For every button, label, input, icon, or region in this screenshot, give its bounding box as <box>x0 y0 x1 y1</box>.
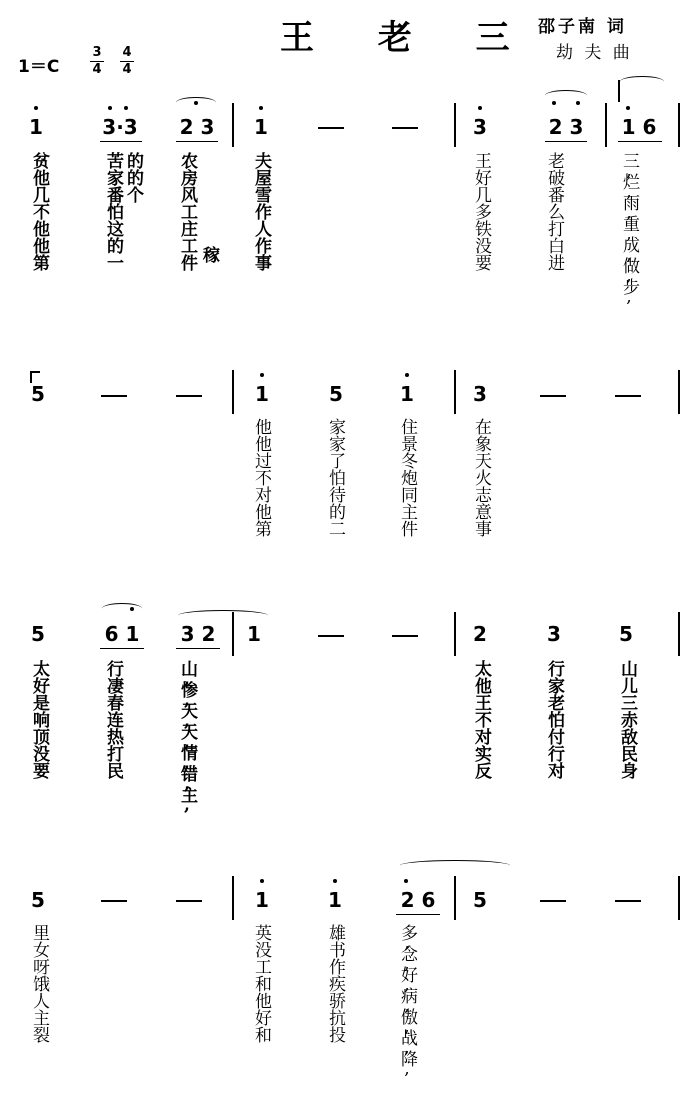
high-octave-dot <box>626 106 630 110</box>
sustain-dash <box>540 395 566 397</box>
lyrics-column <box>178 152 196 271</box>
eighth-underline <box>545 141 587 142</box>
lyrics-column <box>326 418 344 537</box>
lyric-text: 王好几多铁没要 <box>471 152 491 271</box>
lyrics-column <box>252 152 270 271</box>
bar-line <box>678 612 680 656</box>
lyrics-column <box>545 152 563 271</box>
note: 2 6 <box>400 888 436 912</box>
lyric-text: 雄书作疾骄抗投 <box>325 924 345 1043</box>
note: 2 3 <box>179 115 215 139</box>
sustain-dash <box>176 900 202 902</box>
bar-line <box>454 876 456 920</box>
fermata-dot <box>194 101 198 105</box>
note: 1 <box>328 888 342 912</box>
lyrics-column <box>252 418 270 537</box>
lyrics-column <box>398 418 416 537</box>
sustain-dash <box>540 900 566 902</box>
eighth-underline <box>176 141 218 142</box>
lyric-text: 住景冬炮同主件 <box>397 418 417 537</box>
high-octave-dot <box>108 106 112 110</box>
note: 3 <box>473 115 487 139</box>
lyric-text: 三,烂,雨,重,成,做,步, <box>619 152 639 299</box>
time-sig-denominator: 4 <box>122 62 132 77</box>
lyric-text: 农房风工庄工件 <box>177 152 197 271</box>
high-octave-dot <box>404 879 408 883</box>
composer-credit: 劫 夫 曲 <box>556 43 633 63</box>
lyrics-column <box>200 246 218 263</box>
lyrics-column <box>620 152 638 299</box>
sustain-dash <box>318 635 344 637</box>
lyrics-column <box>472 152 490 271</box>
sustain-dash <box>318 127 344 129</box>
sustain-dash <box>101 900 127 902</box>
time-sig-numerator: 3 <box>92 45 102 60</box>
fermata-dot <box>130 607 134 611</box>
high-octave-dot <box>333 879 337 883</box>
lyrics-column <box>472 660 490 779</box>
lyric-text: 苦家番怕这的一 <box>103 152 123 271</box>
sustain-dash <box>392 635 418 637</box>
tie-bracket <box>618 80 620 102</box>
note: 1 <box>29 115 43 139</box>
bar-line <box>605 103 607 147</box>
sustain-dash <box>392 127 418 129</box>
note: 1 <box>400 382 414 406</box>
fermata-dot <box>552 101 556 105</box>
note: 1 <box>254 115 268 139</box>
bar-line <box>678 103 680 147</box>
lyric-text: 山,惨,天,天,情,错,主, <box>177 660 197 807</box>
sustain-dash <box>176 395 202 397</box>
eighth-underline <box>100 141 142 142</box>
lyrics-column <box>472 418 490 537</box>
lyric-text: 稼 <box>199 246 219 263</box>
fermata-dot <box>576 101 580 105</box>
note: 3 <box>547 622 561 646</box>
bar-line <box>454 370 456 414</box>
bar-line <box>454 103 456 147</box>
lyric-text: 贫他几不他他第 <box>29 152 49 271</box>
lyrics-column <box>326 924 344 1043</box>
note: 6 1 <box>104 622 140 646</box>
note: 5 <box>31 382 45 406</box>
note: 5 <box>473 888 487 912</box>
bar-line <box>678 876 680 920</box>
high-octave-dot <box>260 373 264 377</box>
tie-arc <box>620 76 664 87</box>
bar-line <box>232 103 234 147</box>
note: 5 <box>619 622 633 646</box>
bar-line <box>232 612 234 656</box>
note: 5 <box>329 382 343 406</box>
lyrics-column <box>124 152 142 203</box>
note: 1 6 <box>621 115 657 139</box>
high-octave-dot <box>259 106 263 110</box>
note: 3 2 <box>180 622 216 646</box>
song-title: 王 老 三 <box>280 18 536 58</box>
lyric-text: 太他王不对实反 <box>471 660 491 779</box>
lyrics-column <box>252 924 270 1043</box>
lyrics-column <box>30 152 48 271</box>
note: 5 <box>31 888 45 912</box>
lyric-text: 山儿三赤敌民身 <box>617 660 637 779</box>
lyric-text: 多,念,好,病,傲,战,降, <box>397 924 417 1071</box>
lyric-text: 里女呀饿人主裂 <box>29 924 49 1043</box>
note: 1 <box>247 622 261 646</box>
eighth-underline <box>396 914 440 915</box>
eighth-underline <box>618 141 662 142</box>
lyric-text: 英没工和他好和 <box>251 924 271 1043</box>
slur <box>545 90 587 101</box>
lyric-text: 在象天火志意事 <box>471 418 491 537</box>
eighth-underline <box>176 648 220 649</box>
lyrics-column <box>30 924 48 1043</box>
lyrics-column <box>618 660 636 779</box>
sustain-dash <box>615 900 641 902</box>
lyrics-column <box>30 660 48 779</box>
bar-line <box>678 370 680 414</box>
lyric-text: 老破番么打白进 <box>544 152 564 271</box>
note: 3 <box>473 382 487 406</box>
lyrics-column <box>178 660 196 807</box>
note: 2 <box>473 622 487 646</box>
lyric-text: 夫屋雪作人作事 <box>251 152 271 271</box>
time-sig-denominator: 4 <box>92 62 102 77</box>
lyrics-column <box>104 152 122 271</box>
lyric-text: 行家老怕付行对 <box>544 660 564 779</box>
sustain-dash <box>101 395 127 397</box>
lyric-text: 太好是响顶没要 <box>29 660 49 779</box>
lyric-text: 行凄春连热打民 <box>103 660 123 779</box>
high-octave-dot <box>124 106 128 110</box>
slur <box>102 603 142 614</box>
lyric-text: 他他过不对他第 <box>251 418 271 537</box>
high-octave-dot <box>260 879 264 883</box>
time-signature-3-4 <box>90 46 104 77</box>
lyrics-column <box>104 660 122 779</box>
time-sig-numerator: 4 <box>122 45 132 60</box>
lyric-text: 的的个 <box>123 152 143 203</box>
note: 2 3 <box>548 115 584 139</box>
sustain-dash <box>615 395 641 397</box>
time-signature-4-4 <box>120 46 134 77</box>
note: 1 <box>255 382 269 406</box>
high-octave-dot <box>478 106 482 110</box>
lyrics-column <box>398 924 416 1071</box>
slur <box>400 860 510 871</box>
note: 1 <box>255 888 269 912</box>
bar-line <box>232 876 234 920</box>
eighth-underline <box>100 648 144 649</box>
lyrics-column <box>545 660 563 779</box>
slur <box>178 610 268 621</box>
note: 5 <box>31 622 45 646</box>
high-octave-dot <box>405 373 409 377</box>
high-octave-dot <box>34 106 38 110</box>
bar-line <box>232 370 234 414</box>
lyricist-credit: 邵子南 词 <box>538 17 627 37</box>
key-signature: 1＝C <box>18 57 60 77</box>
bar-line <box>454 612 456 656</box>
lyric-text: 家家了怕待的二 <box>325 418 345 537</box>
note: 3·3 <box>102 115 138 139</box>
